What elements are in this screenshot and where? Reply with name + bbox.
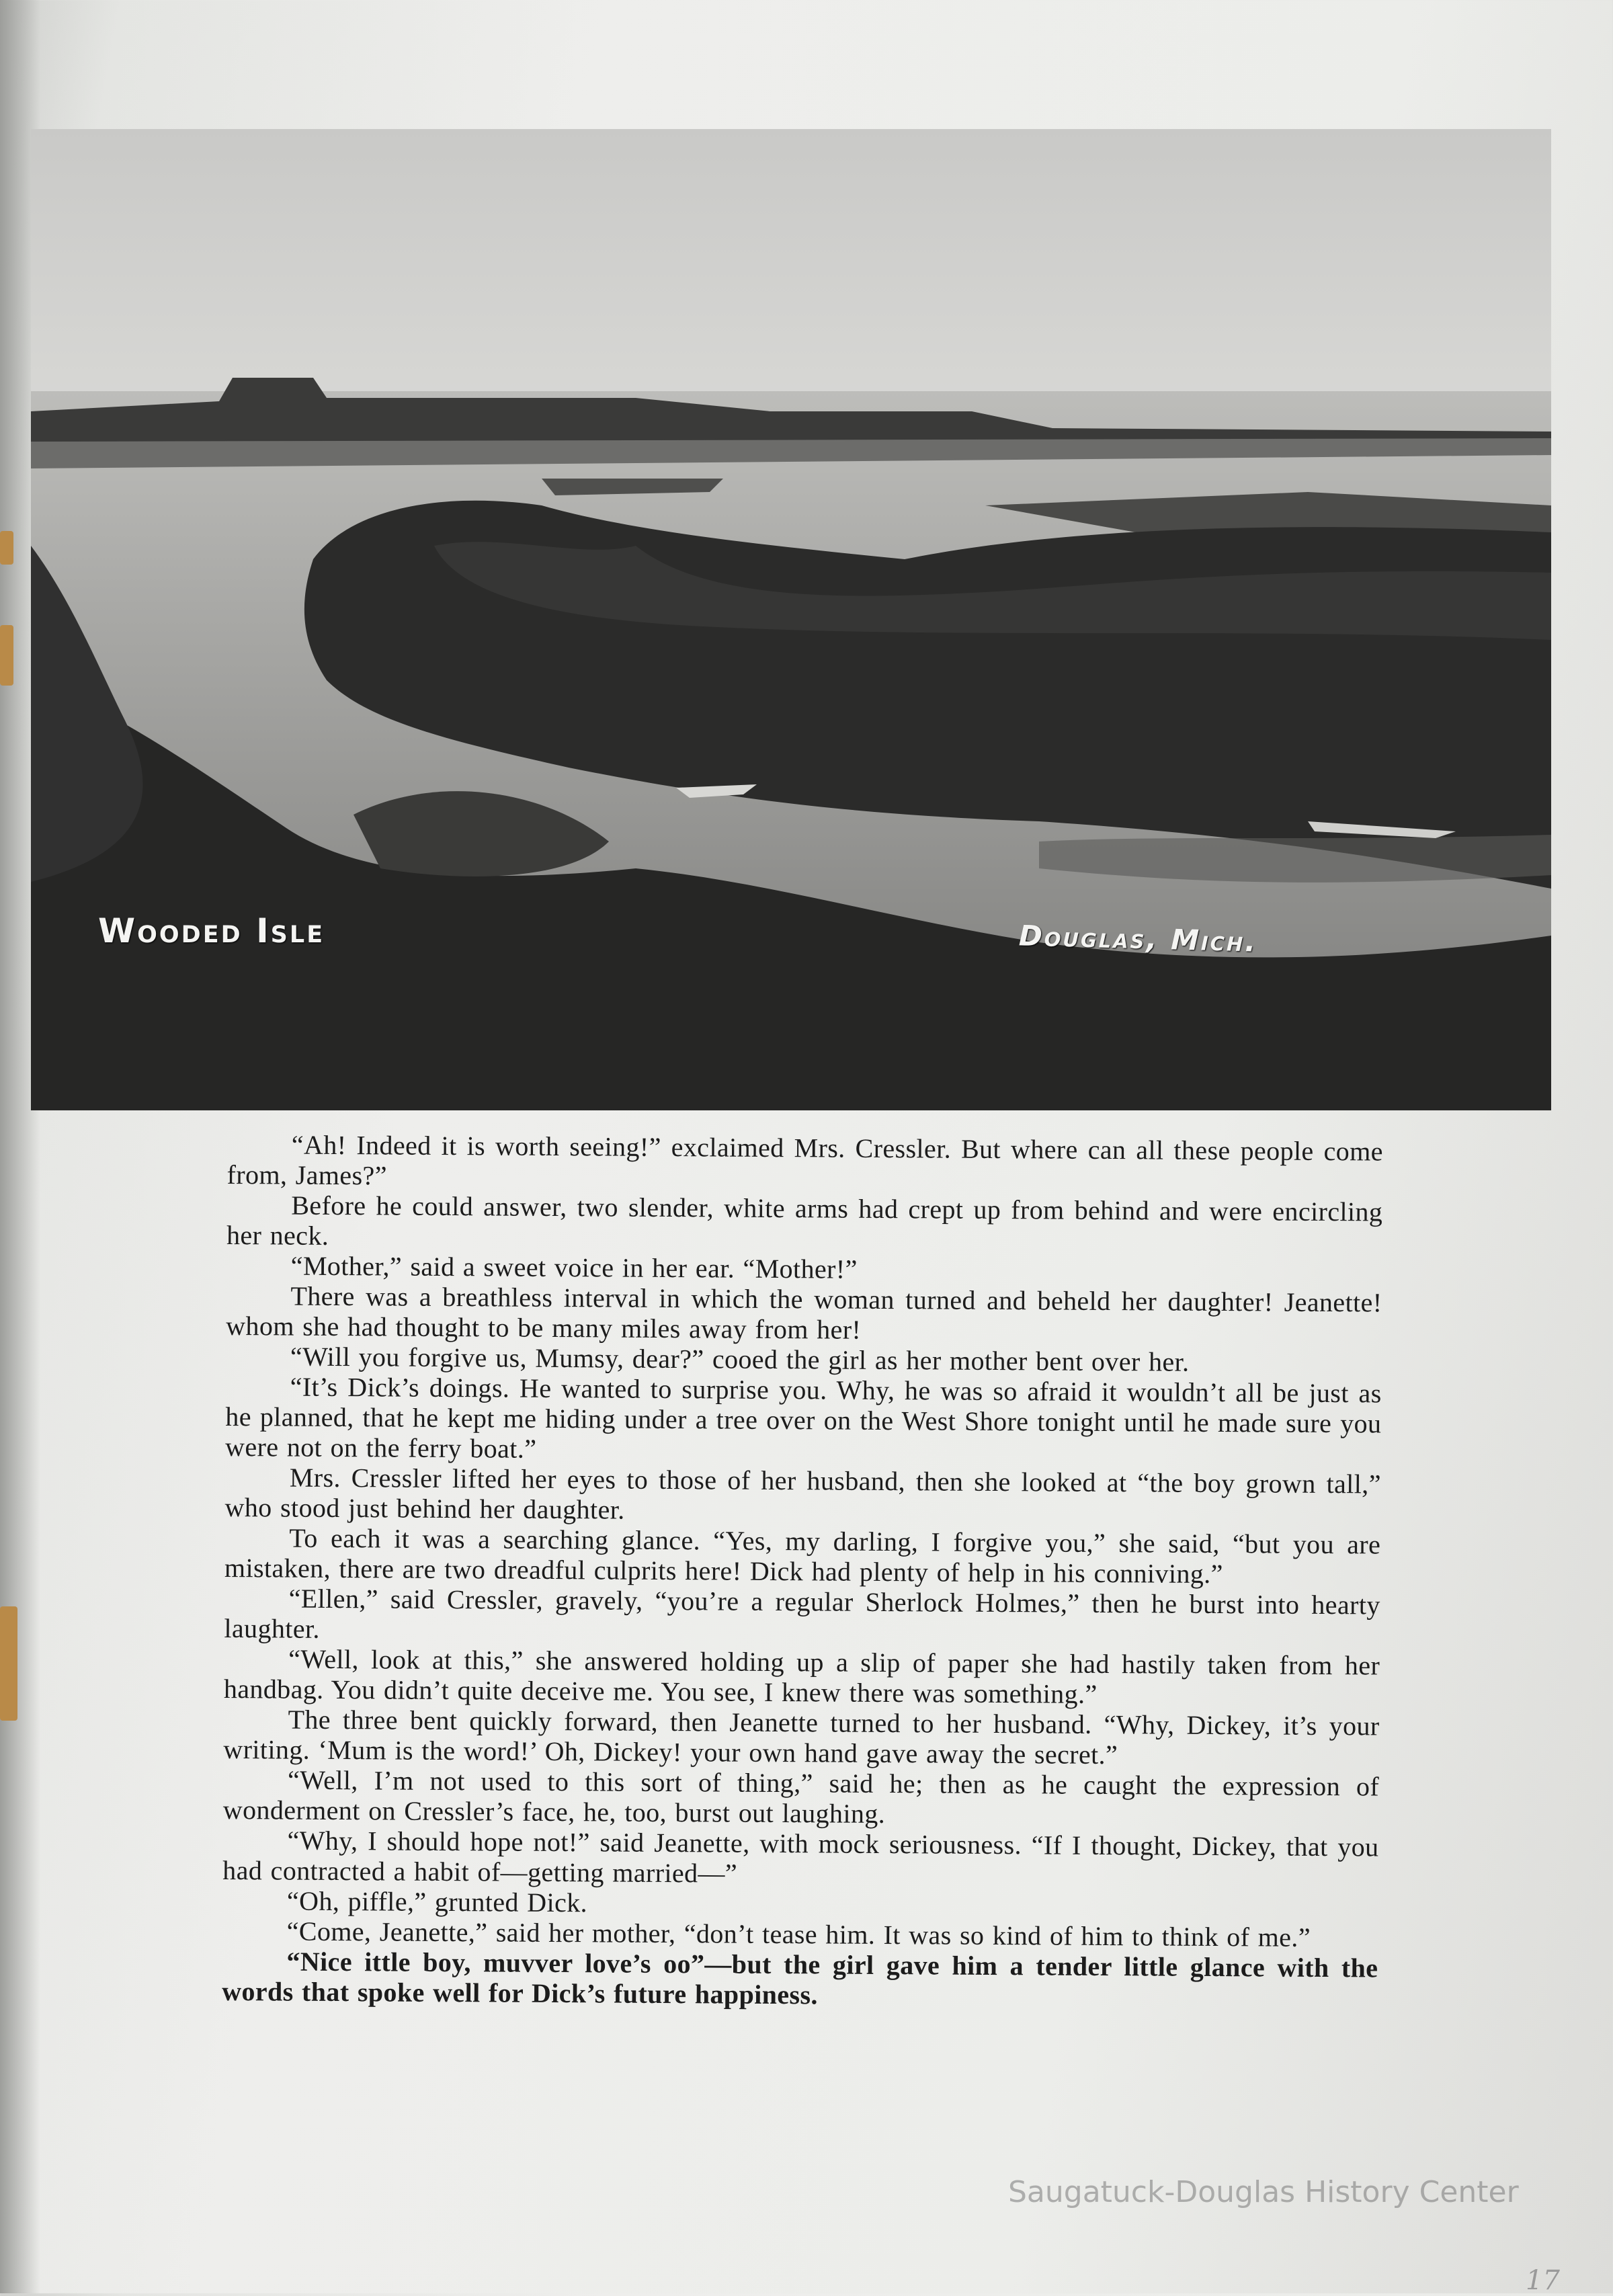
story-paragraph: “Well, look at this,” she answered holding up a slip of paper she had hastily taken from her handbag. You didn’t quite deceive me. You see, I knew there was something.”	[223, 1643, 1380, 1709]
story-paragraph: “Will you forgive us, Mumsy, dear?” cooed the girl as her mother bent over her.	[290, 1341, 1190, 1377]
photo-caption-right: Douglas, Mich.	[1018, 919, 1258, 958]
binding-stain	[0, 625, 13, 686]
story-paragraph: “Why, I should hope not!” said Jeanette, with mock seriousness. “If I thought, Dickey, that you had contracted a habit of—getting married—”	[222, 1825, 1379, 1889]
landscape-illustration	[31, 129, 1551, 1110]
story-paragraph: “It’s Dick’s doings. He wanted to surprise you. Why, he was so afraid it wouldn’t all be just as he planned, that he kept me hiding under a tree over on the West Shore tonight until he made sure you were not on the ferry boat.”	[224, 1371, 1382, 1464]
history-center-watermark: Saugatuck-Douglas History Center	[1008, 2175, 1519, 2209]
story-text	[222, 1129, 1383, 2013]
story-paragraph: Before he could answer, two slender, white arms had crept up from behind and were encircling her neck.	[226, 1190, 1383, 1251]
story-paragraph: “Well, I’m not used to this sort of thing,” said he; then as he caught the expression of wonderment on Cressler’s face, he, too, burst out laughing.	[222, 1764, 1380, 1829]
story-paragraph: “Ah! Indeed it is worth seeing!” exclaimed Mrs. Cressler. But where can all these people come from, James?”	[226, 1129, 1383, 1191]
wooded-isle-photo	[31, 129, 1551, 1110]
story-paragraph: “Oh, piffle,” grunted Dick.	[286, 1885, 588, 1918]
binding-stain	[0, 531, 13, 565]
story-paragraph: The three bent quickly forward, then Jeanette turned to her husband. “Why, Dickey, it’s your writing. ‘Mum is the word!’ Oh, Dickey! your own hand gave away the secret.”	[223, 1704, 1380, 1770]
story-paragraph: “Nice ittle boy, muvver love’s oo”—but the girl gave him a tender little glance with the words that spoke well for Dick’s future happiness.	[222, 1946, 1378, 2010]
story-paragraph: “Come, Jeanette,” said her mother, “don’t tease him. It was so kind of him to think of me.”	[286, 1916, 1311, 1953]
story-paragraph: Mrs. Cressler lifted her eyes to those of her husband, then she looked at “the boy grown tall,” who stood just behind her daughter.	[224, 1462, 1381, 1525]
story-paragraph: There was a breathless interval in which the woman turned and beheld her daughter! Jeanette! whom she had thought to be many miles away from her!	[226, 1280, 1382, 1345]
photo-caption-left: Wooded Isle	[98, 911, 325, 950]
story-paragraph: To each it was a searching glance. “Yes, my darling, I forgive you,” she said, “but you are mistaken, there are two dreadful culprits here! Dick had plenty of help in his conniving.”	[224, 1522, 1381, 1590]
story-paragraph: “Ellen,” said Cressler, gravely, “you’re a regular Sherlock Holmes,” then he burst into hearty laughter.	[224, 1583, 1380, 1644]
story-paragraph: “Mother,” said a sweet voice in her ear. “Mother!”	[290, 1250, 858, 1284]
page-number: 17	[1526, 2265, 1560, 2296]
binding-stain	[0, 1606, 17, 1721]
